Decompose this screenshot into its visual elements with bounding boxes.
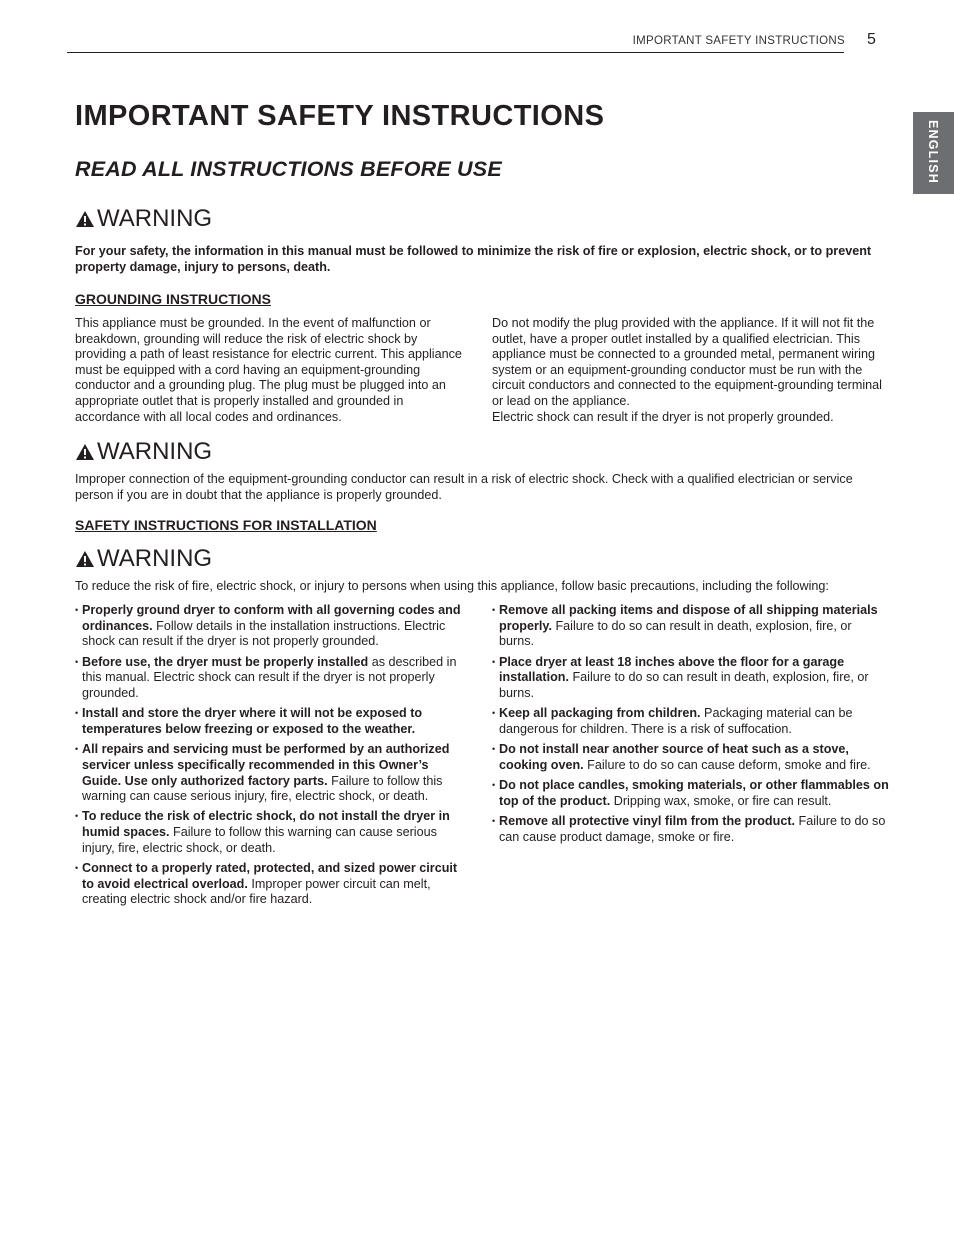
language-tab <box>913 112 954 194</box>
warning-triangle-icon <box>75 443 95 461</box>
warning-triangle-icon <box>75 210 95 228</box>
language-tab-label: ENGLISH <box>926 120 940 184</box>
list-item: • Remove all packing items and dispose of all shipping materials properly. Failure to do so can result in death, explosion, fire, or burns. <box>492 603 890 650</box>
list-item: • Do not place candles, smoking materials, or other flammables on top of the product. Dripping wax, smoke, or fire can result. <box>492 778 890 809</box>
header-divider <box>67 52 844 53</box>
grounding-left-text: This appliance must be grounded. In the event of malfunction or breakdown, grounding will reduce the risk of electric shock by providing a path of least resistance for electric current. This appliance must be equipped with a cord having an equipment-grounding conductor and a grounding plug. The plug must be plugged into an appropriate outlet that is properly installed and grounded in accordance with all local codes and ordinances. <box>75 316 462 424</box>
list-item: • Keep all packaging from children. Packaging material can be dangerous for children. There is a risk of suffocation. <box>492 706 890 737</box>
warning-heading-1 <box>75 205 212 233</box>
running-header: IMPORTANT SAFETY INSTRUCTIONS <box>632 35 845 47</box>
warning-label: WARNING <box>97 545 213 572</box>
list-item: • Install and store the dryer where it will not be exposed to temperatures below freezing or exposed to the weather. <box>75 706 470 737</box>
list-item: • Connect to a properly rated, protected, and sized power circuit to avoid electrical overload. Improper power circuit can melt, creating electric shock and/or fire hazard. <box>75 861 470 908</box>
list-item: • To reduce the risk of electric shock, do not install the dryer in humid spaces. Failure to follow this warning can cause serious injury, fire, electric shock, or death. <box>75 809 470 856</box>
warning-text-1: For your safety, the information in this manual must be followed to minimize the risk of fire or explosion, electric shock, or to prevent property damage, injury to persons, death. <box>75 244 872 274</box>
list-item: • Remove all protective vinyl film from the product. Failure to do so can cause product damage, smoke or fire. <box>492 814 890 845</box>
warning-heading-3 <box>75 545 212 573</box>
installation-heading: SAFETY INSTRUCTIONS FOR INSTALLATION <box>75 517 377 533</box>
grounding-heading: GROUNDING INSTRUCTIONS <box>75 291 271 307</box>
warning-text-2: Improper connection of the equipment-grounding conductor can result in a risk of electric shock. Check with a qualified electrician or service person if you are in doubt that the appliance is properly grounded. <box>75 472 853 502</box>
list-item: • Before use, the dryer must be properly installed as described in this manual. Electric shock can result if the dryer is not properly grounded. <box>75 655 470 702</box>
installation-list-left <box>75 603 470 913</box>
list-item: • Place dryer at least 18 inches above the floor for a garage installation. Failure to do so can result in death, explosion, fire, or burns. <box>492 655 890 702</box>
grounding-right-block <box>492 316 892 425</box>
warning-triangle-icon <box>75 550 95 568</box>
list-item: • Do not install near another source of heat such as a stove, cooking oven. Failure to do so can cause deform, smoke and fire. <box>492 742 890 773</box>
warning-label: WARNING <box>97 438 213 465</box>
page-subtitle: READ ALL INSTRUCTIONS BEFORE USE <box>75 157 502 181</box>
list-item: • Properly ground dryer to conform with all governing codes and ordinances. Follow details in the installation instructions. Electric shock can result if the dryer is not properly grounded. <box>75 603 470 650</box>
list-item: • All repairs and servicing must be performed by an authorized servicer unless specifically recommended in this Owner’s Guide. Use only authorized factory parts. Failure to follow this warning can cause serious injury, fire, electric shock, or death. <box>75 742 470 805</box>
grounding-right-text: Do not modify the plug provided with the appliance. If it will not fit the outlet, have a proper outlet installed by a qualified electrician. This appliance must be connected to a grounded metal, permanent wiring system or an equipment-grounding conductor must be run with the circuit conductors and connected to the equipment-grounding terminal or lead on the appliance. <box>492 316 882 408</box>
installation-list-right <box>492 603 890 850</box>
warning-heading-2 <box>75 438 212 466</box>
page-number: 5 <box>867 31 876 48</box>
grounding-right-last: Electric shock can result if the dryer is not properly grounded. <box>492 409 834 424</box>
installation-intro: To reduce the risk of fire, electric shock, or injury to persons when using this appliance, follow basic precautions, including the following: <box>75 579 829 593</box>
warning-label: WARNING <box>97 205 213 232</box>
page-title: IMPORTANT SAFETY INSTRUCTIONS <box>75 100 605 132</box>
